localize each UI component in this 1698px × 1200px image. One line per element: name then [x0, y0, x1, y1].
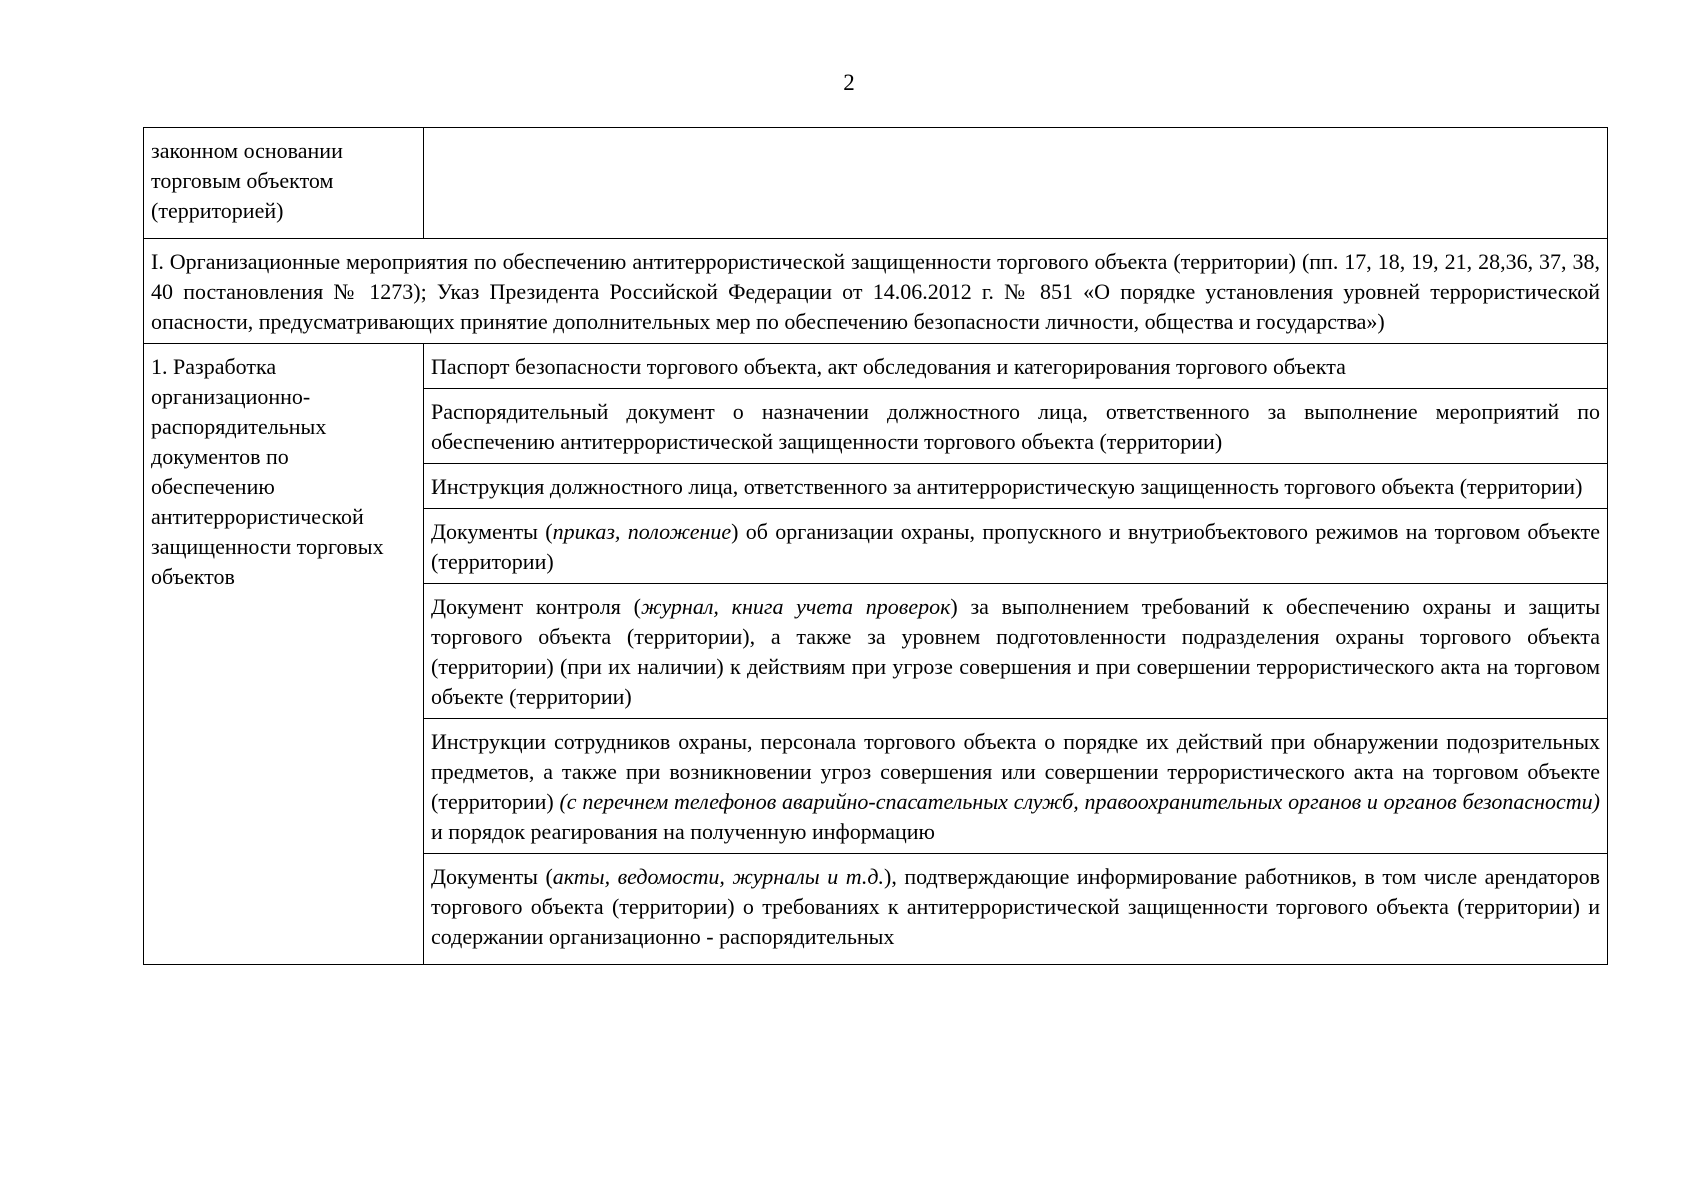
text-part-italic: журнал, книга учета проверок	[640, 594, 951, 619]
table-cell-basis: законном основании торговым объектом (территорией)	[144, 128, 424, 239]
text-part-italic: акты, ведомости, журналы и т.д.	[552, 864, 884, 889]
table-row	[144, 128, 1608, 239]
page-number: 2	[843, 70, 855, 95]
section-heading: I. Организационные мероприятия по обеспечению антитеррористической защищенности торгового объекта (территории) (пп. 17, 18, 19, 21, 28,36, 37, 38, 40 постановления № 1273); Указ Президента Российской Федерации от 14.06.2012 г. № 851 «О порядке установления уровней террористической опасности, предусматривающих принятие дополнительных мер по обеспечению безопасности личности, общества и государства»)	[144, 239, 1608, 344]
table-row-section	[144, 239, 1608, 344]
document-item-7	[424, 854, 1608, 965]
text-part: Документы (	[431, 864, 553, 889]
text-part: ) об организации охраны, пропускного и внутриобъектового режимов на торговом объекте (территории)	[431, 519, 1600, 574]
text-part: Инструкции сотрудников охраны, персонала торгового объекта о порядке их действий при обнаружении подозрительных предметов, а также при возникновении угроз совершения или совершении террористического акта на торговом объекте (территории)	[431, 729, 1600, 814]
document-item-5	[424, 584, 1608, 719]
text-part: ) за выполнением требований к обеспечению охраны и защиты торгового объекта (территории), а также за уровнем подготовленности подразделения охраны торгового объекта (территории) (при их наличии) к действиям при угрозе совершения и при совершении террористического акта на торговом объекте (территории)	[431, 594, 1601, 709]
checklist-table	[143, 127, 1608, 965]
document-item-1: Паспорт безопасности торгового объекта, акт обследования и категорирования торгового объекта	[424, 344, 1608, 389]
clipped-text	[431, 862, 1600, 952]
document-item-4	[424, 509, 1608, 584]
text-part-italic: приказ, положение	[552, 519, 732, 544]
table-cell-empty	[424, 128, 1608, 239]
text-part-italic: (с перечнем телефонов аварийно-спасательных служб, правоохранительных органов и органов безопасности)	[559, 789, 1601, 814]
text-part: и порядок реагирования на полученную информацию	[431, 819, 935, 844]
document-item-3: Инструкция должностного лица, ответственного за антитеррористическую защищенность торгового объекта (территории)	[424, 464, 1608, 509]
text-part: Документ контроля (	[431, 594, 641, 619]
document-item-2: Распорядительный документ о назначении должностного лица, ответственного за выполнение мероприятий по обеспечению антитеррористической защищенности торгового объекта (территории)	[424, 389, 1608, 464]
text-part: Документы (	[431, 519, 553, 544]
table-row	[144, 344, 1608, 389]
item-title: 1. Разработка организационно-распорядительных документов по обеспечению антитеррористической защищенности торговых объектов	[144, 344, 424, 965]
document-item-6	[424, 719, 1608, 854]
text-part: ), подтверждающие информирование работников, в том числе арендаторов торгового объекта (территории) о требованиях к антитеррористической защищенности торгового объекта (территории) и содержании организационно - распорядительных	[431, 864, 1600, 949]
